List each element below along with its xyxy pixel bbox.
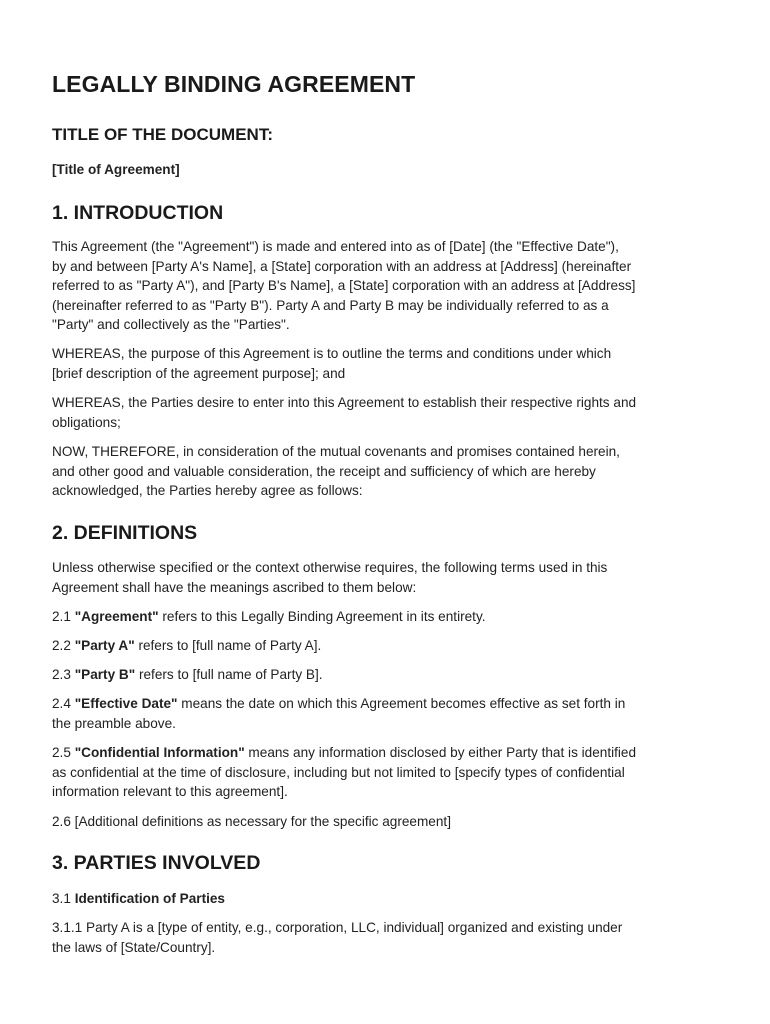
text-line: the preamble above.	[52, 715, 176, 731]
text-line: referred to as "Party A"), and [Party B's Name], a [State] corporation with an address at [Address]	[52, 278, 636, 293]
intro-paragraph-3	[52, 393, 722, 432]
subsection-number: 3.1	[52, 891, 75, 906]
definition-text: means the date on which this Agreement becomes effective as set forth in	[177, 696, 626, 711]
definition-text: refers to [full name of Party B].	[135, 667, 323, 682]
definition-number: 2.5	[52, 745, 75, 760]
doc-title-value: [Title of Agreement]	[52, 162, 180, 177]
text-line: (hereinafter referred to as "Party B"). Party A and Party B may be individually referred to as a	[52, 297, 609, 313]
definition-item-party-a	[52, 636, 722, 656]
text-line: and other good and valuable consideration, the receipt and sufficiency of which are hereby	[52, 463, 596, 479]
text-line: [brief description of the agreement purpose]; and	[52, 365, 346, 381]
text-line: WHEREAS, the purpose of this Agreement is to outline the terms and conditions under which	[52, 346, 612, 361]
intro-paragraph-1	[52, 237, 722, 335]
definition-text: means any information disclosed by either Party that is identified	[244, 745, 637, 760]
text-line: 3.1.1 Party A is a [type of entity, e.g., corporation, LLC, individual] organized and existing under	[52, 920, 623, 935]
definition-number: 2.3	[52, 667, 75, 682]
text-line: Unless otherwise specified or the context otherwise requires, the following terms used in this	[52, 560, 608, 575]
text-line: Agreement shall have the meanings ascribed to them below:	[52, 579, 417, 595]
text-line: obligations;	[52, 414, 121, 430]
definitions-intro	[52, 558, 722, 597]
text-line: This Agreement (the "Agreement") is made and entered into as of [Date] (the "Effective Date"),	[52, 239, 619, 254]
definition-item-agreement	[52, 607, 722, 627]
subsection-label: Identification of Parties	[74, 891, 225, 906]
definition-number: 2.4	[52, 696, 75, 711]
intro-paragraph-2	[52, 344, 722, 383]
text-line	[52, 694, 722, 714]
definition-item-confidential-information	[52, 743, 722, 802]
text-line: acknowledged, the Parties hereby agree as follows:	[52, 483, 363, 498]
text-line: "Party" and collectively as the "Parties".	[52, 317, 290, 332]
definition-term: "Party A"	[74, 638, 135, 653]
definition-item-additional: 2.6 [Additional definitions as necessary for the specific agreement]	[52, 814, 451, 829]
definition-text: refers to [full name of Party A].	[134, 638, 322, 653]
definition-item-effective-date	[52, 694, 722, 733]
definition-number: 2.2	[52, 638, 75, 653]
document-title: LEGALLY BINDING AGREEMENT	[52, 71, 416, 97]
section-heading-introduction: 1. INTRODUCTION	[52, 202, 224, 224]
definition-term: "Confidential Information"	[74, 745, 245, 760]
intro-paragraph-4	[52, 442, 722, 501]
section-heading-definitions: 2. DEFINITIONS	[52, 522, 198, 544]
subsection-identification	[52, 889, 722, 909]
text-line: NOW, THEREFORE, in consideration of the mutual covenants and promises contained herein,	[52, 444, 620, 459]
definition-number: 2.1	[52, 609, 75, 624]
parties-paragraph-1	[52, 918, 722, 957]
text-line: as confidential at the time of disclosure, including but not limited to [specify types of confidential	[52, 764, 625, 780]
definition-item-party-b	[52, 665, 722, 685]
text-line: information relevant to this agreement].	[52, 784, 288, 799]
text-line	[52, 743, 722, 763]
text-line: the laws of [State/Country].	[52, 939, 216, 955]
definition-term: "Party B"	[74, 667, 136, 682]
definition-term: "Effective Date"	[74, 696, 178, 711]
doc-title-heading: TITLE OF THE DOCUMENT:	[52, 125, 273, 144]
text-line: by and between [Party A's Name], a [State] corporation with an address at [Address] (hereinafter	[52, 258, 632, 274]
section-heading-parties: 3. PARTIES INVOLVED	[52, 852, 261, 874]
definition-text: refers to this Legally Binding Agreement in its entirety.	[158, 609, 486, 624]
text-line: WHEREAS, the Parties desire to enter into this Agreement to establish their respective rights and	[52, 395, 637, 410]
definition-term: "Agreement"	[74, 609, 159, 624]
